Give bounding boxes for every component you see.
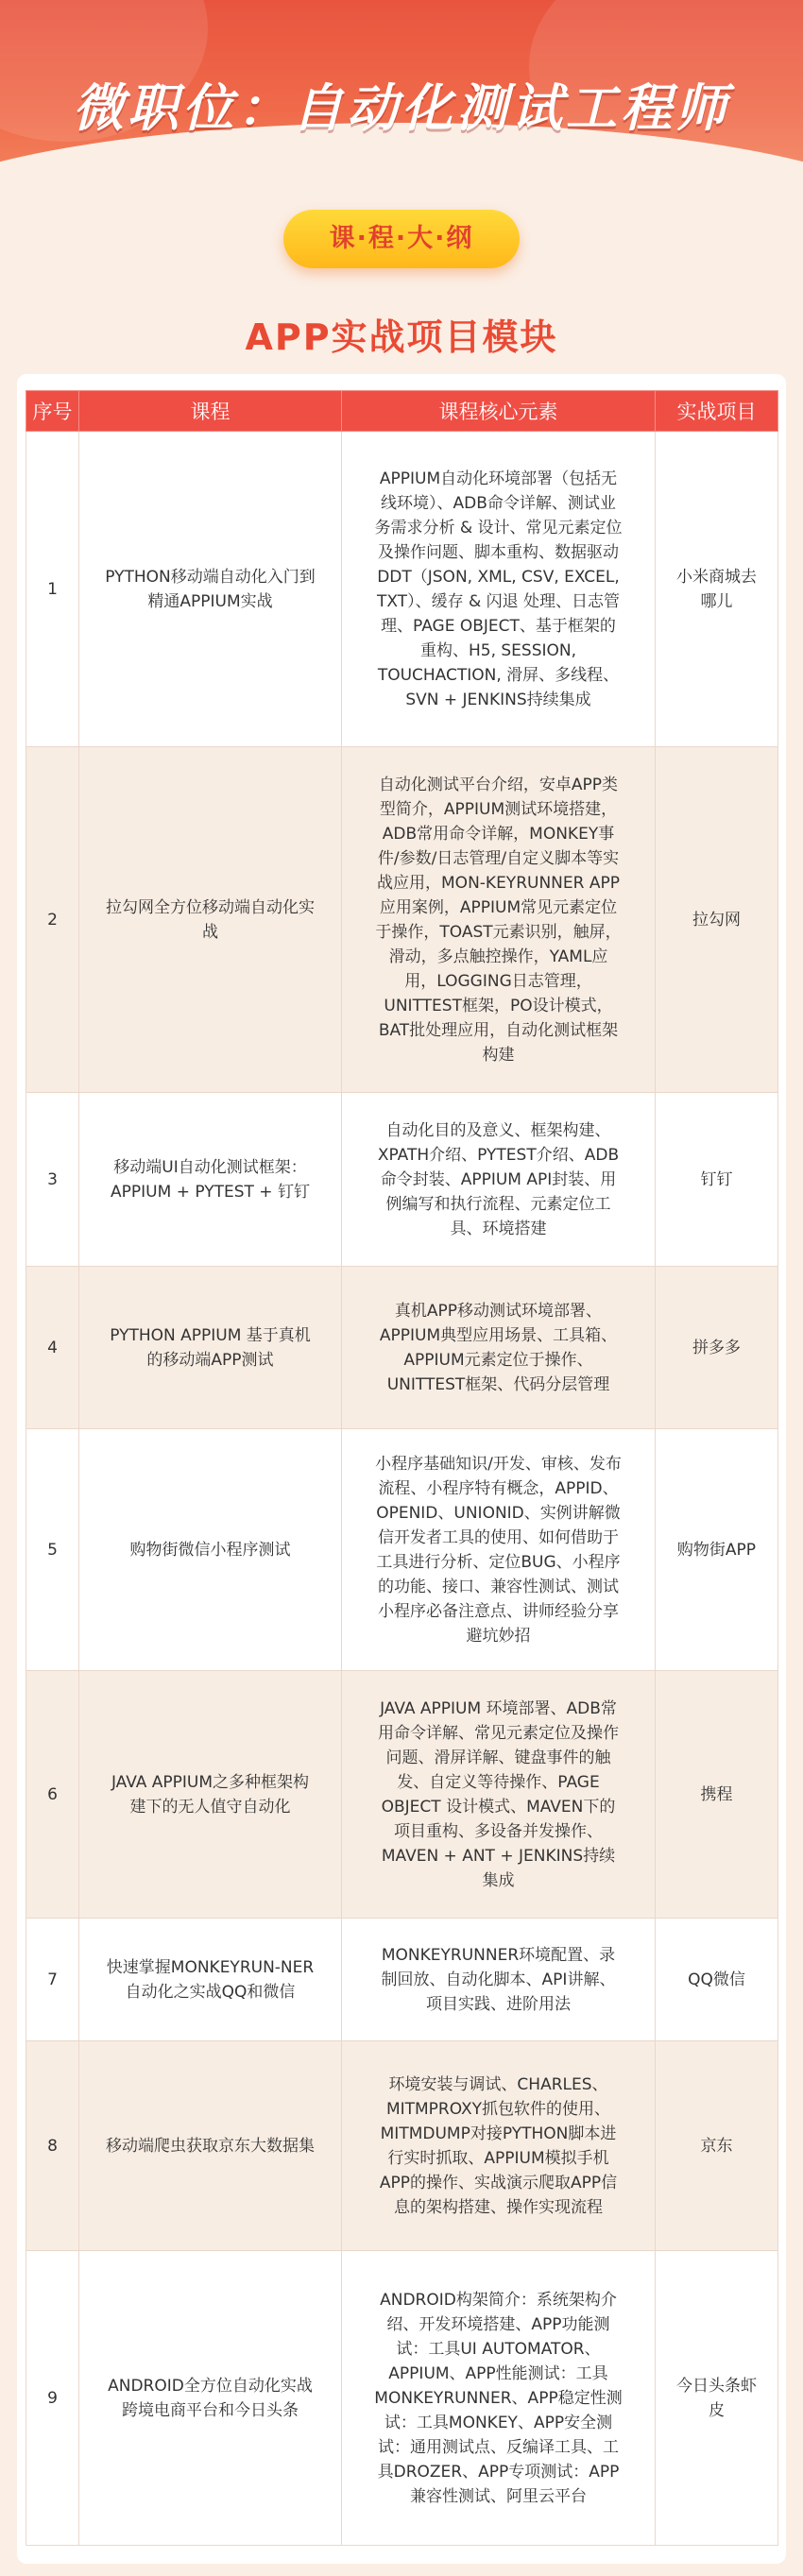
table-row xyxy=(26,1093,778,1267)
row-number: 6 xyxy=(26,1671,79,1919)
course-elements: MONKEYRUNNER环境配置、录制回放、自动化脚本、API讲解、项目实践、进阶用法 xyxy=(342,1919,656,2041)
project-name: 今日头条虾皮 xyxy=(656,2251,778,2546)
course-elements: 环境安装与调试、CHARLES、MITMPROXY抓包软件的使用、MITMDUMP对接PYTHON脚本进行实时抓取、APPIUM模拟手机APP的操作、实战演示爬取APP信息的架构搭建、操作实现流程 xyxy=(342,2041,656,2251)
course-name: 购物街微信小程序测试 xyxy=(79,1429,342,1671)
syllabus-table xyxy=(26,390,778,2546)
course-name: PYTHON移动端自动化入门到精通APPIUM实战 xyxy=(79,432,342,747)
course-name: JAVA APPIUM之多种框架构建下的无人值守自动化 xyxy=(79,1671,342,1919)
row-number: 8 xyxy=(26,2041,79,2251)
table-row xyxy=(26,1267,778,1429)
row-number: 2 xyxy=(26,747,79,1093)
course-elements: 自动化目的及意义、框架构建、XPATH介绍、PYTEST介绍、ADB命令封装、APPIUM API封装、用例编写和执行流程、元素定位工具、环境搭建 xyxy=(342,1093,656,1267)
table-row xyxy=(26,432,778,747)
table-row xyxy=(26,1429,778,1671)
row-number: 5 xyxy=(26,1429,79,1671)
course-elements: 自动化测试平台介绍，安卓APP类型简介，APPIUM测试环境搭建，ADB常用命令详解，MONKEY事件/参数/日志管理/自定义脚本等实战应用，MON-KEYRUNNER APP应用案例，APPIUM常见元素定位于操作，TOAST元素识别，触屏，滑动，多点触控操作，YAML应用，LOGGING日志管理，UNITTEST框架，PO设计模式，BAT批处理应用，自动化测试框架构建 xyxy=(342,747,656,1093)
table-row xyxy=(26,1919,778,2041)
row-number: 9 xyxy=(26,2251,79,2546)
project-name: 京东 xyxy=(656,2041,778,2251)
project-name: 携程 xyxy=(656,1671,778,1919)
hero-banner xyxy=(0,0,803,198)
course-name: 移动端爬虫获取京东大数据集 xyxy=(79,2041,342,2251)
row-number: 1 xyxy=(26,432,79,747)
project-name: 钉钉 xyxy=(656,1093,778,1267)
course-name: 快速掌握MONKEYRUN-NER自动化之实战QQ和微信 xyxy=(79,1919,342,2041)
module-title: APP实战项目模块 xyxy=(245,316,558,358)
syllabus-badge: 课·程·大·纲 xyxy=(283,210,520,268)
project-name: 拼多多 xyxy=(656,1267,778,1429)
column-header-project: 实战项目 xyxy=(656,391,778,432)
table-header-row xyxy=(26,391,778,432)
course-elements: ANDROID构架简介：系统架构介绍、开发环境搭建、APP功能测试：工具UI AUTOMATOR、APPIUM、APP性能测试：工具MONKEYRUNNER、APP稳定性测试：工具MONKEY、APP安全测试：通用测试点、反编译工具、工具DROZER、APP专项测试：APP兼容性测试、阿里云平台 xyxy=(342,2251,656,2546)
row-number: 4 xyxy=(26,1267,79,1429)
course-elements: APPIUM自动化环境部署（包括无线环境）、ADB命令详解、测试业务需求分析 & 设计、常见元素定位及操作问题、脚本重构、数据驱动DDT（JSON, XML, CSV, EXCEL, TXT）、缓存 & 闪退 处理、日志管理、PAGE OBJECT、基于框架的重构、H5, SESSION, TOUCHACTION, 滑屏、多线程、SVN + JENKINS持续集成 xyxy=(342,432,656,747)
project-name: 拉勾网 xyxy=(656,747,778,1093)
course-name: 拉勾网全方位移动端自动化实战 xyxy=(79,747,342,1093)
page-title: 微职位：自动化测试工程师 xyxy=(73,78,730,138)
project-name: QQ微信 xyxy=(656,1919,778,2041)
table-row xyxy=(26,1671,778,1919)
course-elements: JAVA APPIUM 环境部署、ADB常用命令详解、常见元素定位及操作问题、滑屏详解、键盘事件的触发、自定义等待操作、PAGE OBJECT 设计模式、MAVEN下的项目重构、多设备并发操作、MAVEN + ANT + JENKINS持续集成 xyxy=(342,1671,656,1919)
table-row xyxy=(26,2251,778,2546)
column-header-elements: 课程核心元素 xyxy=(342,391,656,432)
column-header-number: 序号 xyxy=(26,391,79,432)
project-name: 小米商城去哪儿 xyxy=(656,432,778,747)
course-name: 移动端UI自动化测试框架：APPIUM + PYTEST + 钉钉 xyxy=(79,1093,342,1267)
table-row xyxy=(26,2041,778,2251)
project-name: 购物街APP xyxy=(656,1429,778,1671)
table-row xyxy=(26,747,778,1093)
course-elements: 小程序基础知识/开发、审核、发布流程、小程序特有概念，APPID、OPENID、UNIONID、实例讲解微信开发者工具的使用、如何借助于工具进行分析、定位BUG、小程序的功能、接口、兼容性测试、测试小程序必备注意点、讲师经验分享避坑妙招 xyxy=(342,1429,656,1671)
course-name: PYTHON APPIUM 基于真机的移动端APP测试 xyxy=(79,1267,342,1429)
row-number: 7 xyxy=(26,1919,79,2041)
row-number: 3 xyxy=(26,1093,79,1267)
course-elements: 真机APP移动测试环境部署、APPIUM典型应用场景、工具箱、APPIUM元素定位于操作、UNITTEST框架、代码分层管理 xyxy=(342,1267,656,1429)
column-header-course: 课程 xyxy=(79,391,342,432)
course-name: ANDROID全方位自动化实战跨境电商平台和今日头条 xyxy=(79,2251,342,2546)
